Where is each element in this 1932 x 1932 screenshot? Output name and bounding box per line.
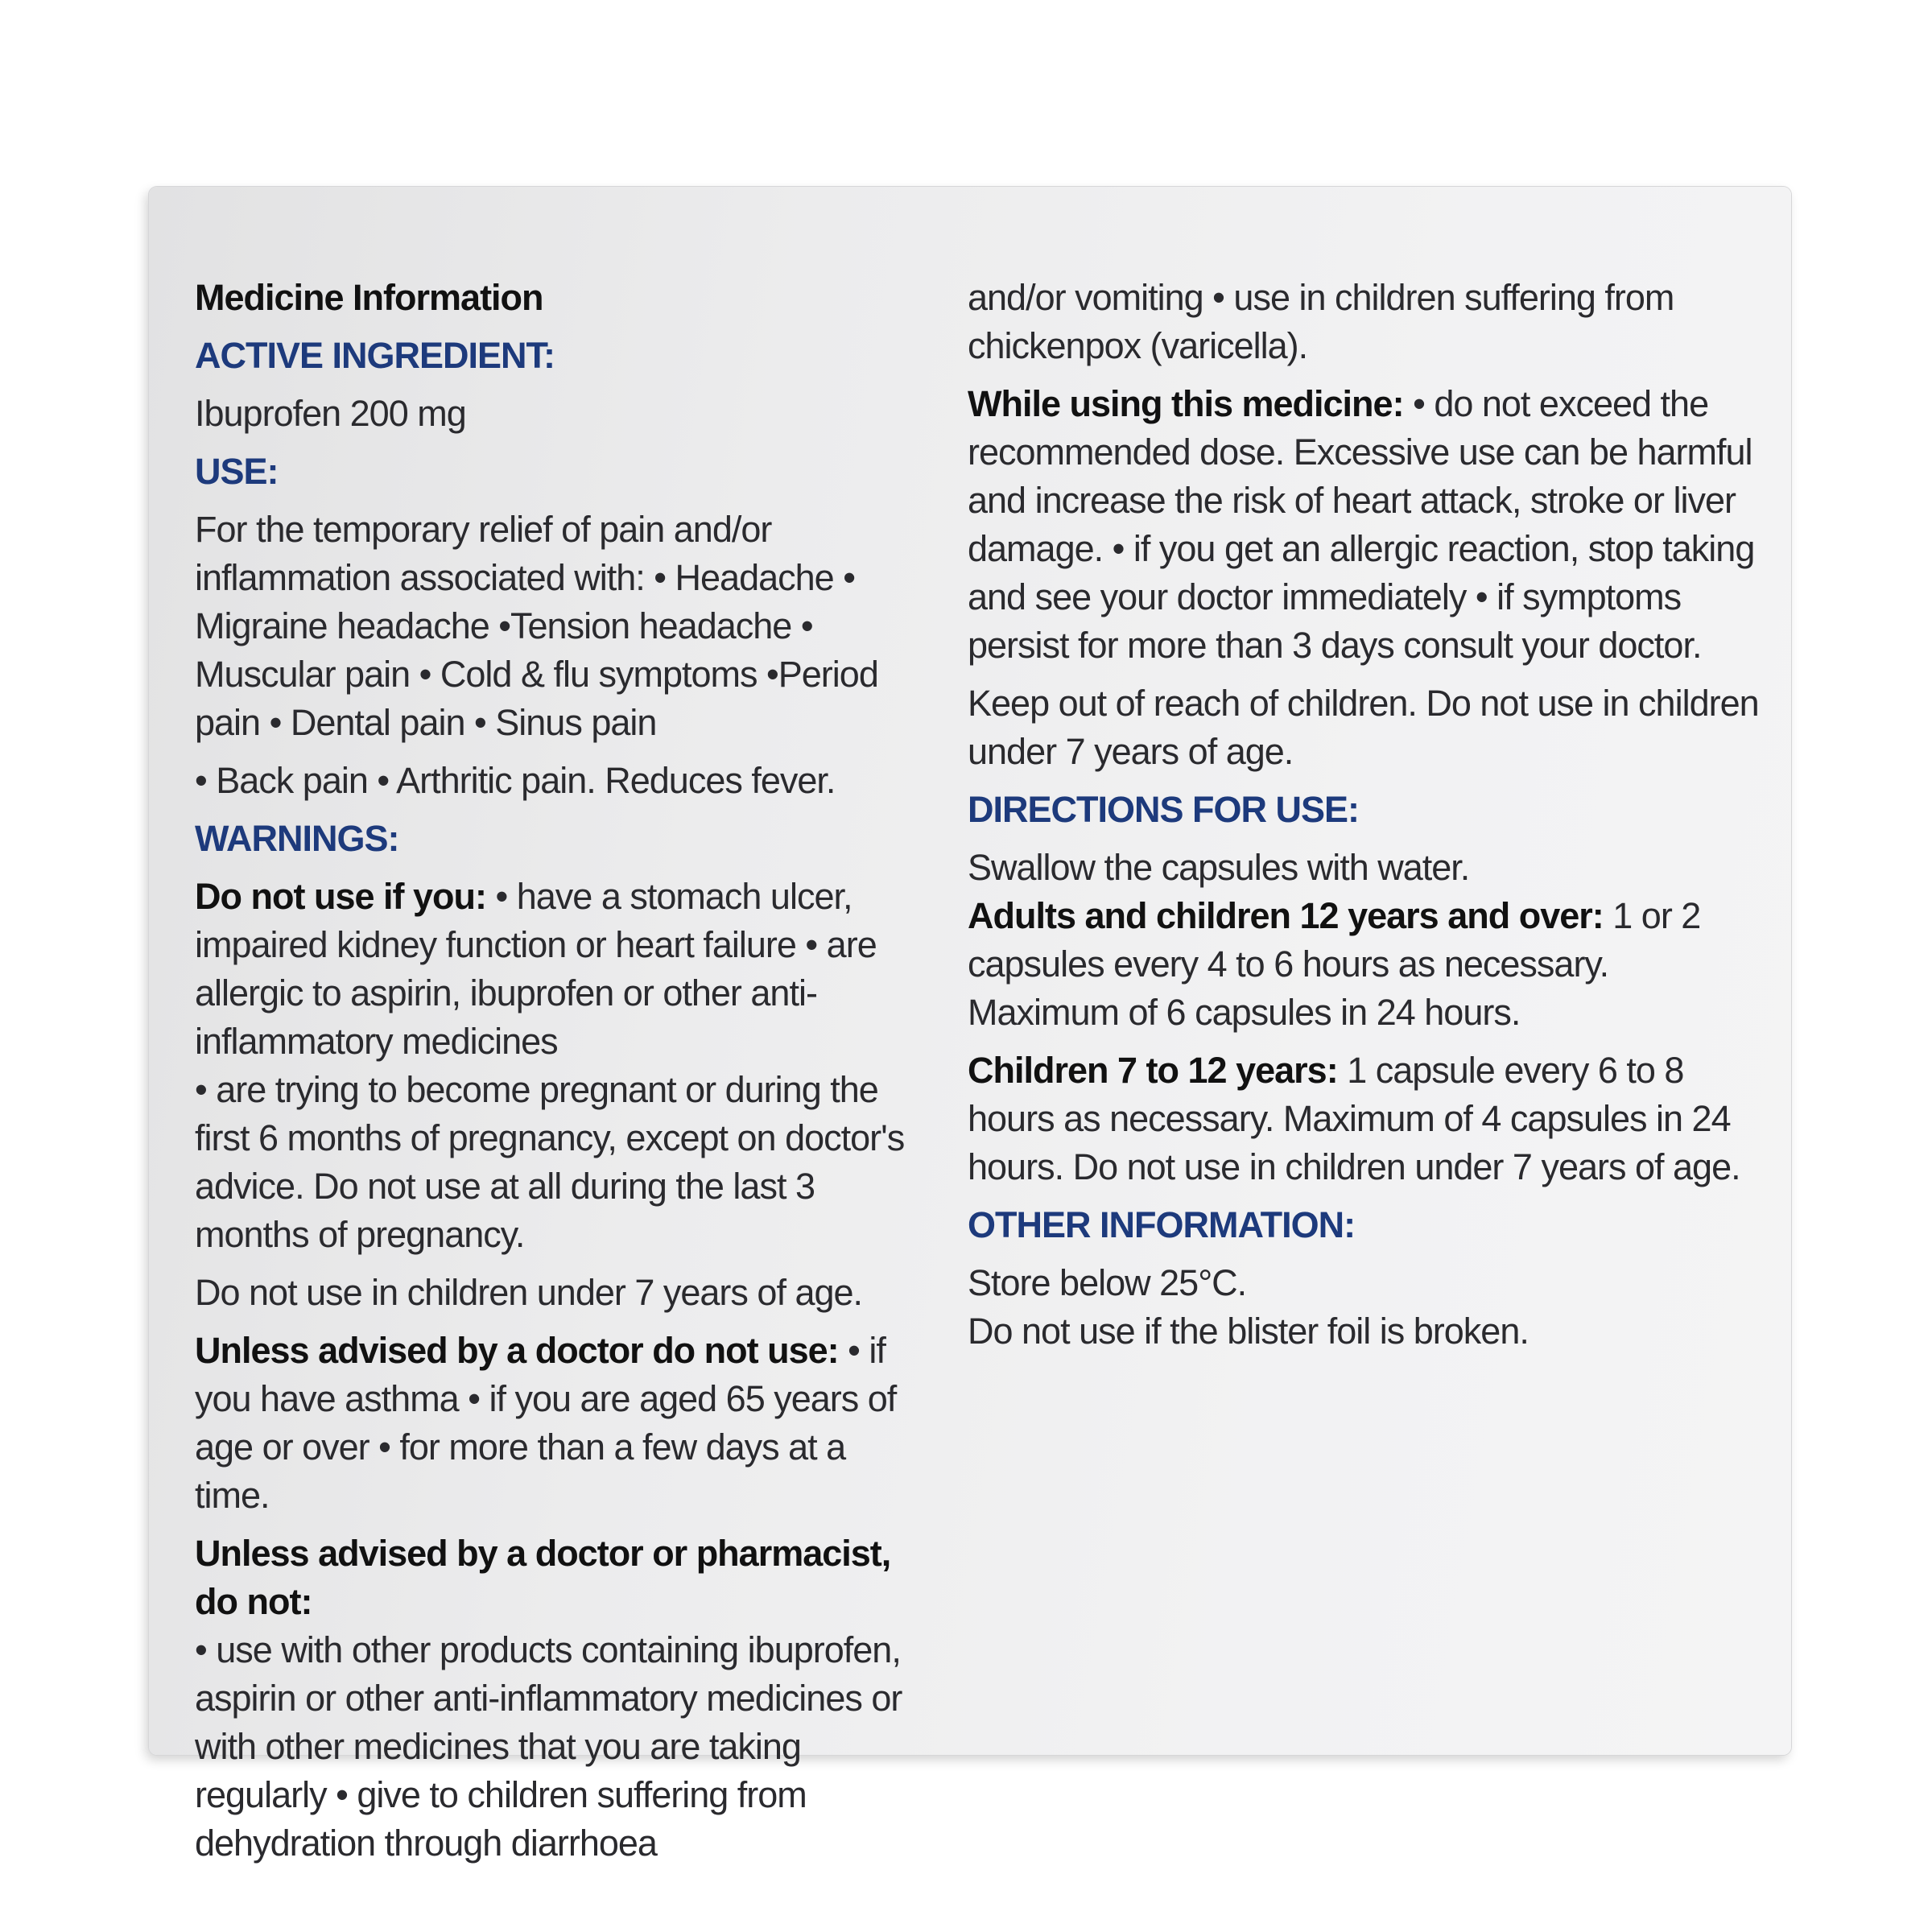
children-dosage-label: Children 7 to 12 years: <box>968 1050 1338 1091</box>
unless-pharmacist-paragraph <box>195 1530 919 1626</box>
unless-pharmacist-text: • use with other products containing ibuprofen, aspirin or other anti-inflammatory medicines or with other medicines that you are taking regularly • give to children suffering from dehydration through diarrhoea <box>195 1629 902 1864</box>
directions-heading: DIRECTIONS FOR USE: <box>968 789 1360 830</box>
children-warning-text: Do not use in children under 7 years of age. <box>195 1272 863 1313</box>
unless-doctor-paragraph <box>195 1327 919 1520</box>
do-not-use-label: Do not use if you: <box>195 876 486 917</box>
children-dosage-text: 1 capsule every 6 to 8 hours as necessary. Maximum of 4 capsules in 24 hours. Do not use in children under 7 years of age. <box>968 1050 1740 1187</box>
unless-pharmacist-label: Unless advised by a doctor or pharmacist, do not: <box>195 1533 891 1622</box>
use-heading: USE: <box>195 451 279 492</box>
adults-paragraph <box>968 892 1765 1037</box>
medicine-information-panel <box>149 187 1791 1864</box>
store-text: Store below 25°C. <box>968 1262 1247 1303</box>
continued-text: and/or vomiting • use in children suffering from chickenpox (varicella). <box>968 277 1674 366</box>
children-dosage-paragraph <box>968 1046 1765 1191</box>
left-column <box>195 274 919 1868</box>
do-not-use-paragraph <box>195 873 919 1066</box>
while-using-text: • do not exceed the recommended dose. Excessive use can be harmful and increase the risk of heart attack, stroke or liver damage. • if you get an allergic reaction, stop taking and see your doctor immediately • if symptoms persist for more than 3 days consult your doctor. <box>968 383 1755 666</box>
unless-doctor-label: Unless advised by a doctor do not use: <box>195 1330 839 1371</box>
warnings-heading: WARNINGS: <box>195 818 399 859</box>
pregnancy-text: • are trying to become pregnant or during the first 6 months of pregnancy, except on doctor's advice. Do not use at all during the last 3 months of pregnancy. <box>195 1069 905 1255</box>
while-using-label: While using this medicine: <box>968 383 1404 424</box>
other-information-heading: OTHER INFORMATION: <box>968 1204 1356 1245</box>
right-column <box>968 274 1765 1356</box>
adults-text: 1 or 2 capsules every 4 to 6 hours as necessary. Maximum of 6 capsules in 24 hours. <box>968 895 1701 1033</box>
keep-out-text: Keep out of reach of children. Do not use in children under 7 years of age. <box>968 683 1759 772</box>
swallow-text: Swallow the capsules with water. <box>968 847 1470 888</box>
panel-title: Medicine Information <box>195 277 543 318</box>
while-using-paragraph <box>968 380 1765 670</box>
unless-doctor-text: • if you have asthma • if you are aged 65 years of age or over • for more than a few days at a time. <box>195 1330 897 1516</box>
active-ingredient-heading: ACTIVE INGREDIENT: <box>195 335 555 376</box>
blister-text: Do not use if the blister foil is broken. <box>968 1311 1529 1352</box>
do-not-use-text: • have a stomach ulcer, impaired kidney function or heart failure • are allergic to aspirin, ibuprofen or other anti-inflammatory medicines <box>195 876 877 1062</box>
active-ingredient-text: Ibuprofen 200 mg <box>195 393 466 434</box>
adults-label: Adults and children 12 years and over: <box>968 895 1604 936</box>
use-text-continued: • Back pain • Arthritic pain. Reduces fever. <box>195 760 836 801</box>
use-text: For the temporary relief of pain and/or inflammation associated with: • Headache • Migraine headache •Tension headache • Muscular pain • Cold & flu symptoms •Period pain • Dental pain • Sinus pain <box>195 509 878 743</box>
